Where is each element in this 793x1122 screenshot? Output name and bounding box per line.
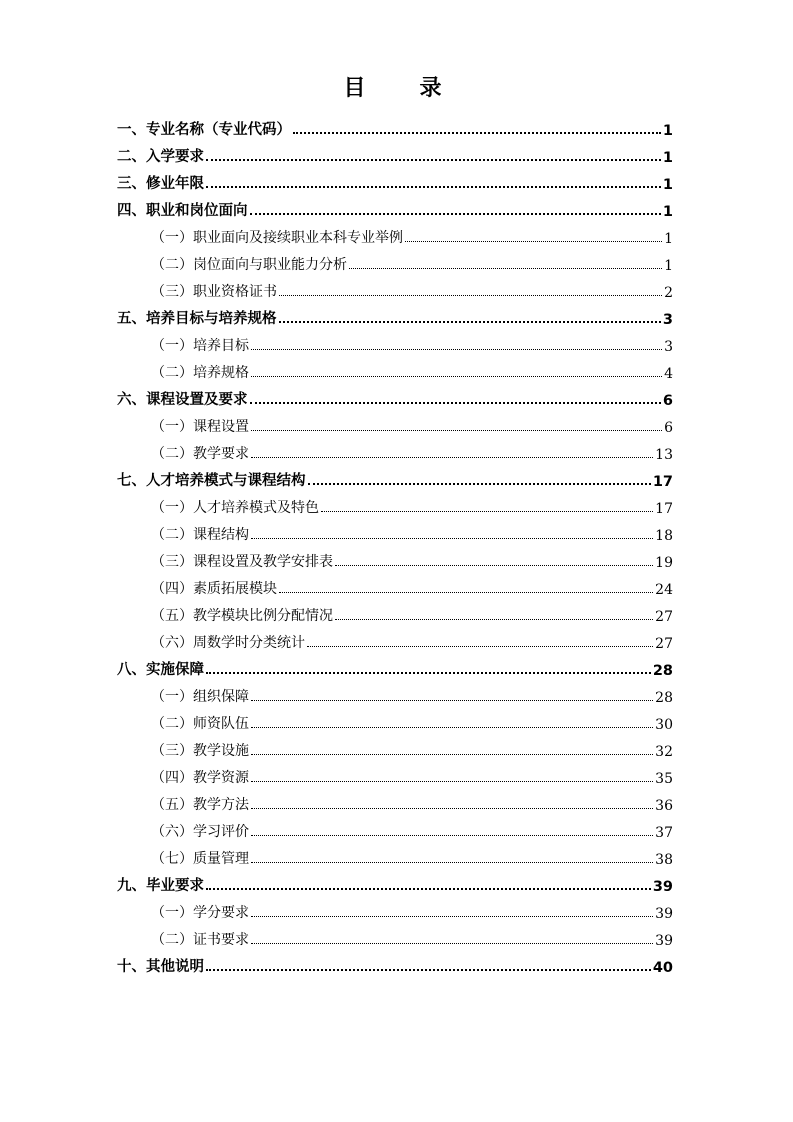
toc-entry-page-number: 13	[655, 447, 673, 463]
toc-dot-leader	[206, 186, 661, 188]
toc-entry-chapter[interactable]	[117, 168, 673, 195]
toc-entry-label: （二）教学要求	[151, 446, 249, 462]
toc-entry-section[interactable]	[117, 843, 673, 870]
toc-entry-page-number: 1	[662, 204, 673, 220]
toc-entry-section[interactable]	[117, 249, 673, 276]
toc-entry-page-number: 27	[655, 609, 673, 625]
toc-dot-leader	[251, 916, 653, 917]
toc-entry-section[interactable]	[117, 789, 673, 816]
toc-entry-section[interactable]	[117, 411, 673, 438]
toc-entry-chapter[interactable]	[117, 465, 673, 492]
toc-entry-label: （一）人才培养模式及特色	[151, 500, 319, 516]
toc-entry-label: （二）师资队伍	[151, 716, 249, 732]
toc-dot-leader	[251, 781, 653, 782]
toc-dot-leader	[251, 943, 653, 944]
toc-entry-section[interactable]	[117, 357, 673, 384]
toc-entry-section[interactable]	[117, 762, 673, 789]
toc-list	[117, 114, 673, 978]
toc-dot-leader	[251, 349, 662, 350]
toc-entry-section[interactable]	[117, 573, 673, 600]
toc-entry-label: （三）课程设置及教学安排表	[151, 554, 333, 570]
toc-entry-page-number: 28	[652, 663, 673, 679]
toc-entry-label: 三、修业年限	[117, 176, 204, 192]
toc-dot-leader	[251, 727, 653, 728]
toc-entry-page-number: 6	[664, 420, 673, 436]
toc-entry-label: （四）教学资源	[151, 770, 249, 786]
toc-entry-chapter[interactable]	[117, 195, 673, 222]
toc-dot-leader	[405, 241, 662, 242]
toc-dot-leader	[206, 888, 651, 890]
toc-dot-leader	[206, 969, 651, 971]
toc-entry-page-number: 3	[664, 339, 673, 355]
toc-entry-section[interactable]	[117, 492, 673, 519]
toc-entry-section[interactable]	[117, 627, 673, 654]
toc-entry-page-number: 35	[655, 771, 673, 787]
toc-dot-leader	[349, 268, 662, 269]
toc-entry-section[interactable]	[117, 708, 673, 735]
toc-entry-label: （六）周数学时分类统计	[151, 635, 305, 651]
toc-entry-label: 一、专业名称（专业代码）	[117, 122, 291, 138]
toc-entry-label: （二）证书要求	[151, 932, 249, 948]
toc-entry-chapter[interactable]	[117, 114, 673, 141]
toc-entry-section[interactable]	[117, 519, 673, 546]
toc-entry-chapter[interactable]	[117, 870, 673, 897]
toc-dot-leader	[279, 295, 662, 296]
toc-entry-page-number: 36	[655, 798, 673, 814]
toc-entry-label: （六）学习评价	[151, 824, 249, 840]
toc-entry-chapter[interactable]	[117, 951, 673, 978]
toc-entry-page-number: 1	[664, 258, 673, 274]
toc-entry-label: （五）教学模块比例分配情况	[151, 608, 333, 624]
toc-entry-page-number: 18	[655, 528, 673, 544]
toc-entry-label: （一）学分要求	[151, 905, 249, 921]
toc-dot-leader	[251, 457, 653, 458]
toc-dot-leader	[321, 511, 653, 512]
toc-entry-label: （三）教学设施	[151, 743, 249, 759]
toc-entry-label: 六、课程设置及要求	[117, 392, 248, 408]
toc-entry-page-number: 1	[662, 123, 673, 139]
toc-entry-page-number: 19	[655, 555, 673, 571]
toc-entry-section[interactable]	[117, 816, 673, 843]
toc-entry-page-number: 30	[655, 717, 673, 733]
toc-entry-label: 二、入学要求	[117, 149, 204, 165]
toc-entry-section[interactable]	[117, 681, 673, 708]
toc-entry-chapter[interactable]	[117, 141, 673, 168]
toc-dot-leader	[251, 835, 653, 836]
toc-entry-label: （一）课程设置	[151, 419, 249, 435]
toc-entry-section[interactable]	[117, 600, 673, 627]
toc-dot-leader	[251, 808, 653, 809]
toc-dot-leader	[251, 862, 653, 863]
toc-entry-page-number: 39	[655, 933, 673, 949]
toc-dot-leader	[250, 213, 661, 215]
toc-entry-label: （二）培养规格	[151, 365, 249, 381]
toc-entry-label: （四）素质拓展模块	[151, 581, 277, 597]
toc-entry-page-number: 17	[652, 474, 673, 490]
toc-entry-chapter[interactable]	[117, 384, 673, 411]
toc-entry-page-number: 3	[662, 312, 673, 328]
toc-entry-label: 九、毕业要求	[117, 878, 204, 894]
toc-dot-leader	[308, 483, 651, 485]
toc-entry-label: （二）岗位面向与职业能力分析	[151, 257, 347, 273]
toc-entry-label: （一）职业面向及接续职业本科专业举例	[151, 230, 403, 246]
toc-entry-page-number: 24	[655, 582, 673, 598]
toc-dot-leader	[251, 538, 653, 539]
toc-entry-section[interactable]	[117, 222, 673, 249]
toc-entry-page-number: 17	[655, 501, 673, 517]
toc-entry-label: 四、职业和岗位面向	[117, 203, 248, 219]
toc-entry-page-number: 39	[655, 906, 673, 922]
toc-entry-chapter[interactable]	[117, 654, 673, 681]
toc-entry-page-number: 39	[652, 879, 673, 895]
toc-entry-section[interactable]	[117, 897, 673, 924]
toc-entry-chapter[interactable]	[117, 303, 673, 330]
toc-entry-section[interactable]	[117, 330, 673, 357]
toc-dot-leader	[293, 132, 661, 134]
toc-entry-page-number: 37	[655, 825, 673, 841]
toc-entry-page-number: 1	[662, 150, 673, 166]
toc-dot-leader	[335, 565, 653, 566]
toc-dot-leader	[335, 619, 653, 620]
toc-entry-label: （一）培养目标	[151, 338, 249, 354]
toc-entry-label: 五、培养目标与培养规格	[117, 311, 277, 327]
toc-entry-label: （一）组织保障	[151, 689, 249, 705]
toc-dot-leader	[251, 754, 653, 755]
toc-entry-page-number: 40	[652, 960, 673, 976]
toc-entry-page-number: 2	[664, 285, 673, 301]
toc-entry-label: 十、其他说明	[117, 959, 204, 975]
toc-entry-section[interactable]	[117, 546, 673, 573]
toc-entry-page-number: 6	[662, 393, 673, 409]
toc-entry-section[interactable]	[117, 438, 673, 465]
toc-entry-page-number: 28	[655, 690, 673, 706]
toc-entry-label: （二）课程结构	[151, 527, 249, 543]
toc-dot-leader	[251, 376, 662, 377]
toc-entry-page-number: 32	[655, 744, 673, 760]
toc-dot-leader	[206, 159, 661, 161]
toc-dot-leader	[251, 700, 653, 701]
toc-entry-page-number: 38	[655, 852, 673, 868]
toc-entry-section[interactable]	[117, 276, 673, 303]
toc-entry-label: （五）教学方法	[151, 797, 249, 813]
toc-entry-label: （三）职业资格证书	[151, 284, 277, 300]
toc-dot-leader	[206, 672, 651, 674]
toc-entry-section[interactable]	[117, 735, 673, 762]
toc-entry-page-number: 1	[662, 177, 673, 193]
toc-dot-leader	[250, 402, 661, 404]
toc-entry-label: （七）质量管理	[151, 851, 249, 867]
toc-title: 目 录	[343, 76, 458, 101]
toc-dot-leader	[279, 321, 661, 323]
toc-entry-page-number: 27	[655, 636, 673, 652]
toc-entry-label: 七、人才培养模式与课程结构	[117, 473, 306, 489]
toc-dot-leader	[279, 592, 653, 593]
toc-entry-page-number: 4	[664, 366, 673, 382]
toc-entry-page-number: 1	[664, 231, 673, 247]
toc-dot-leader	[251, 430, 662, 431]
toc-entry-label: 八、实施保障	[117, 662, 204, 678]
toc-entry-section[interactable]	[117, 924, 673, 951]
toc-dot-leader	[307, 646, 653, 647]
